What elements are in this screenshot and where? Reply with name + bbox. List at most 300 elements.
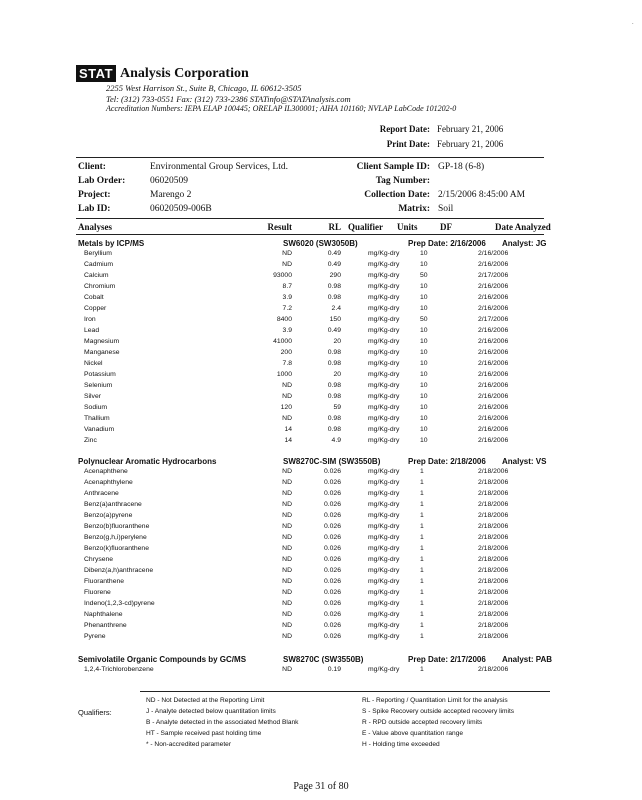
date-analyzed-value: 2/16/2006 xyxy=(478,426,509,433)
units-value: mg/Kg-dry xyxy=(368,523,400,530)
date-analyzed-value: 2/18/2006 xyxy=(478,622,509,629)
df-value: 1 xyxy=(420,468,424,475)
qualifier-right-item: R - RPD outside accepted recovery limits xyxy=(362,719,483,726)
units-value: mg/Kg-dry xyxy=(368,578,400,585)
table-row xyxy=(84,349,550,360)
client-sample-id-label: Client Sample ID: xyxy=(356,162,430,172)
df-value: 1 xyxy=(420,611,424,618)
date-analyzed-value: 2/18/2006 xyxy=(478,600,509,607)
date-analyzed-value: 2/16/2006 xyxy=(478,294,509,301)
table-row xyxy=(84,611,550,622)
analyte-name: Thallium xyxy=(84,415,110,422)
table-row xyxy=(84,501,550,512)
analyte-name: Acenaphthylene xyxy=(84,479,133,486)
units-value: mg/Kg-dry xyxy=(368,556,400,563)
company-name: Analysis Corporation xyxy=(120,65,249,81)
section-method: SW8270C-SIM (SW3550B) xyxy=(283,457,381,466)
table-row xyxy=(84,316,550,327)
units-value: mg/Kg-dry xyxy=(368,360,400,367)
result-value: ND xyxy=(282,556,292,563)
rl-value: 0.98 xyxy=(327,382,341,389)
col-date-analyzed: Date Analyzed xyxy=(495,222,551,232)
date-analyzed-value: 2/16/2006 xyxy=(478,404,509,411)
rl-value: 290 xyxy=(329,272,341,279)
matrix-label: Matrix: xyxy=(398,204,430,214)
analyte-name: Benzo(a)pyrene xyxy=(84,512,133,519)
qualifier-left-item: HT - Sample received past holding time xyxy=(146,730,262,737)
rl-value: 0.98 xyxy=(327,349,341,356)
date-analyzed-value: 2/16/2006 xyxy=(478,305,509,312)
section-prep-date: Prep Date: 2/17/2006 xyxy=(408,655,486,664)
table-row xyxy=(84,437,550,448)
col-result: Result xyxy=(267,222,292,232)
table-row xyxy=(84,283,550,294)
result-value: 3.9 xyxy=(282,294,292,301)
table-row xyxy=(84,371,550,382)
rl-value: 0.98 xyxy=(327,426,341,433)
rl-value: 0.98 xyxy=(327,294,341,301)
units-value: mg/Kg-dry xyxy=(368,415,400,422)
result-value: ND xyxy=(282,666,292,673)
df-value: 1 xyxy=(420,600,424,607)
company-logo xyxy=(76,65,249,82)
units-value: mg/Kg-dry xyxy=(368,512,400,519)
units-value: mg/Kg-dry xyxy=(368,349,400,356)
table-row xyxy=(84,589,550,600)
result-value: ND xyxy=(282,490,292,497)
section-method: SW8270C (SW3550B) xyxy=(283,655,364,664)
df-value: 50 xyxy=(420,316,428,323)
analyte-name: Cobalt xyxy=(84,294,104,301)
analyte-name: Indeno(1,2,3-cd)pyrene xyxy=(84,600,155,607)
result-value: 8.7 xyxy=(282,283,292,290)
units-value: mg/Kg-dry xyxy=(368,611,400,618)
rl-value: 0.026 xyxy=(323,611,341,618)
result-value: ND xyxy=(282,622,292,629)
df-value: 10 xyxy=(420,393,428,400)
result-value: ND xyxy=(282,578,292,585)
table-row xyxy=(84,250,550,261)
qualifier-right-item: H - Holding time exceeded xyxy=(362,741,440,748)
units-value: mg/Kg-dry xyxy=(368,666,400,673)
result-value: ND xyxy=(282,468,292,475)
table-row xyxy=(84,382,550,393)
df-value: 10 xyxy=(420,437,428,444)
date-analyzed-value: 2/17/2006 xyxy=(478,272,509,279)
units-value: mg/Kg-dry xyxy=(368,272,400,279)
analyte-name: 1,2,4-Trichlorobenzene xyxy=(84,666,154,673)
date-analyzed-value: 2/16/2006 xyxy=(478,327,509,334)
lab-order-value: 06020509 xyxy=(150,176,188,186)
qualifier-right-item: E - Value above quantitation range xyxy=(362,730,464,737)
project-label: Project: xyxy=(78,190,111,200)
date-analyzed-value: 2/16/2006 xyxy=(478,349,509,356)
table-row xyxy=(84,600,550,611)
df-value: 1 xyxy=(420,523,424,530)
units-value: mg/Kg-dry xyxy=(368,589,400,596)
result-value: 1000 xyxy=(276,371,292,378)
section-header xyxy=(78,239,548,249)
rl-value: 0.026 xyxy=(323,556,341,563)
client-value: Environmental Group Services, Ltd. xyxy=(150,162,288,172)
page-footer: Page 31 of 80 xyxy=(293,781,349,792)
analyte-name: Benz(a)anthracene xyxy=(84,501,142,508)
section-title: Polynuclear Aromatic Hydrocarbons xyxy=(78,457,217,466)
date-analyzed-value: 2/18/2006 xyxy=(478,534,509,541)
table-row xyxy=(84,523,550,534)
col-df: DF xyxy=(440,222,452,232)
df-value: 1 xyxy=(420,633,424,640)
df-value: 1 xyxy=(420,567,424,574)
table-row xyxy=(84,666,550,677)
qualifier-right-item: S - Spike Recovery outside accepted recovery limits xyxy=(362,708,515,715)
col-qualifier: Qualifier xyxy=(348,222,383,232)
units-value: mg/Kg-dry xyxy=(368,305,400,312)
result-value: ND xyxy=(282,382,292,389)
rl-value: 0.026 xyxy=(323,468,341,475)
analyte-name: Sodium xyxy=(84,404,108,411)
df-value: 10 xyxy=(420,305,428,312)
analyte-name: Iron xyxy=(84,316,96,323)
analyte-name: Magnesium xyxy=(84,338,120,345)
rl-value: 0.026 xyxy=(323,512,341,519)
rl-value: 20 xyxy=(333,338,341,345)
df-value: 10 xyxy=(420,261,428,268)
df-value: 10 xyxy=(420,382,428,389)
df-value: 10 xyxy=(420,283,428,290)
section-prep-date: Prep Date: 2/18/2006 xyxy=(408,457,486,466)
rl-value: 0.026 xyxy=(323,490,341,497)
rl-value: 0.026 xyxy=(323,567,341,574)
units-value: mg/Kg-dry xyxy=(368,404,400,411)
analyte-name: Anthracene xyxy=(84,490,119,497)
rl-value: 0.026 xyxy=(323,578,341,585)
df-value: 1 xyxy=(420,666,424,673)
table-row xyxy=(84,578,550,589)
table-row xyxy=(84,567,550,578)
units-value: mg/Kg-dry xyxy=(368,600,400,607)
date-analyzed-value: 2/18/2006 xyxy=(478,589,509,596)
section-header xyxy=(78,655,553,665)
result-value: ND xyxy=(282,633,292,640)
section-title: Semivolatile Organic Compounds by GC/MS xyxy=(78,655,247,664)
date-analyzed-value: 2/16/2006 xyxy=(478,437,509,444)
result-value: 7.8 xyxy=(282,360,292,367)
result-value: 14 xyxy=(284,426,292,433)
section-header xyxy=(78,457,548,467)
table-row xyxy=(84,512,550,523)
rl-value: 0.19 xyxy=(327,666,341,673)
units-value: mg/Kg-dry xyxy=(368,371,400,378)
units-value: mg/Kg-dry xyxy=(368,316,400,323)
analyte-name: Cadmium xyxy=(84,261,114,268)
analyte-name: Calcium xyxy=(84,272,109,279)
result-value: 93000 xyxy=(273,272,292,279)
qualifier-left-item: J - Analyte detected below quantitation limits xyxy=(146,708,276,715)
report-date-value: February 21, 2006 xyxy=(437,124,504,134)
info-divider xyxy=(76,218,544,219)
date-analyzed-value: 2/18/2006 xyxy=(478,666,509,673)
result-value: ND xyxy=(282,567,292,574)
rl-value: 4.9 xyxy=(331,437,341,444)
df-value: 1 xyxy=(420,556,424,563)
units-value: mg/Kg-dry xyxy=(368,437,400,444)
col-units: Units xyxy=(397,222,418,232)
analyte-name: Manganese xyxy=(84,349,120,356)
report-date-label: Report Date: xyxy=(379,124,430,134)
analyte-name: Benzo(k)fluoranthene xyxy=(84,545,149,552)
analyte-name: Dibenz(a,h)anthracene xyxy=(84,567,154,574)
analyte-name: Potassium xyxy=(84,371,116,378)
date-analyzed-value: 2/16/2006 xyxy=(478,360,509,367)
analyte-name: Silver xyxy=(84,393,101,400)
project-value: Marengo 2 xyxy=(150,190,192,200)
df-value: 1 xyxy=(420,479,424,486)
date-analyzed-value: 2/16/2006 xyxy=(478,393,509,400)
analyte-name: Pyrene xyxy=(84,633,106,640)
logo-mark: STAT xyxy=(76,65,116,82)
legend-divider xyxy=(140,691,550,692)
units-value: mg/Kg-dry xyxy=(368,283,400,290)
qualifier-right-item: RL - Reporting / Quantitation Limit for the analysis xyxy=(362,697,508,704)
table-row xyxy=(84,338,550,349)
analyte-name: Selenium xyxy=(84,382,113,389)
df-value: 1 xyxy=(420,512,424,519)
column-divider xyxy=(76,234,544,235)
table-row xyxy=(84,393,550,404)
result-value: ND xyxy=(282,523,292,530)
qualifier-left-item: B - Analyte detected in the associated Method Blank xyxy=(146,719,299,726)
col-analyses: Analyses xyxy=(78,222,113,232)
df-value: 1 xyxy=(420,501,424,508)
result-value: ND xyxy=(282,479,292,486)
table-row xyxy=(84,404,550,415)
section-analyst: Analyst: PAB xyxy=(502,655,553,664)
units-value: mg/Kg-dry xyxy=(368,393,400,400)
date-analyzed-value: 2/18/2006 xyxy=(478,567,509,574)
df-value: 1 xyxy=(420,578,424,585)
result-value: ND xyxy=(282,501,292,508)
analyte-name: Benzo(b)fluoranthene xyxy=(84,523,150,530)
df-value: 10 xyxy=(420,338,428,345)
matrix-value: Soil xyxy=(438,204,454,214)
rl-value: 0.026 xyxy=(323,633,341,640)
analyte-name: Fluorene xyxy=(84,589,111,596)
date-analyzed-value: 2/16/2006 xyxy=(478,261,509,268)
analyte-name: Benzo(g,h,i)perylene xyxy=(84,534,147,541)
units-value: mg/Kg-dry xyxy=(368,534,400,541)
rl-value: 2.4 xyxy=(331,305,341,312)
date-analyzed-value: 2/18/2006 xyxy=(478,578,509,585)
result-value: 41000 xyxy=(273,338,292,345)
date-analyzed-value: 2/18/2006 xyxy=(478,523,509,530)
company-address: 2255 West Harrison St., Suite B, Chicago, IL 60612-3505 xyxy=(106,83,302,93)
date-analyzed-value: 2/18/2006 xyxy=(478,490,509,497)
table-row xyxy=(84,622,550,633)
tag-number-label: Tag Number: xyxy=(375,176,430,186)
result-value: ND xyxy=(282,512,292,519)
date-analyzed-value: 2/16/2006 xyxy=(478,415,509,422)
df-value: 10 xyxy=(420,349,428,356)
table-row xyxy=(84,534,550,545)
result-value: 7.2 xyxy=(282,305,292,312)
rl-value: 0.026 xyxy=(323,622,341,629)
section-method: SW6020 (SW3050B) xyxy=(283,239,358,248)
result-value: ND xyxy=(282,589,292,596)
rl-value: 0.026 xyxy=(323,501,341,508)
result-value: ND xyxy=(282,261,292,268)
rl-value: 0.026 xyxy=(323,545,341,552)
header-divider xyxy=(76,157,544,158)
rl-value: 0.98 xyxy=(327,415,341,422)
section-title: Metals by ICP/MS xyxy=(78,239,145,248)
rl-value: 0.98 xyxy=(327,283,341,290)
analyte-name: Zinc xyxy=(84,437,97,444)
units-value: mg/Kg-dry xyxy=(368,382,400,389)
analyte-name: Chrysene xyxy=(84,556,114,563)
edge-mark: · xyxy=(631,20,634,28)
rl-value: 0.026 xyxy=(323,589,341,596)
result-value: 120 xyxy=(280,404,292,411)
analyte-name: Phenanthrene xyxy=(84,622,127,629)
df-value: 1 xyxy=(420,622,424,629)
result-value: 14 xyxy=(284,437,292,444)
rl-value: 20 xyxy=(333,371,341,378)
table-row xyxy=(84,468,550,479)
table-row xyxy=(84,415,550,426)
result-value: ND xyxy=(282,393,292,400)
section-analyst: Analyst: VS xyxy=(502,457,547,466)
date-analyzed-value: 2/18/2006 xyxy=(478,468,509,475)
df-value: 1 xyxy=(420,490,424,497)
section-prep-date: Prep Date: 2/16/2006 xyxy=(408,239,486,248)
rl-value: 0.49 xyxy=(327,327,341,334)
table-row xyxy=(84,633,550,644)
result-value: ND xyxy=(282,415,292,422)
df-value: 10 xyxy=(420,294,428,301)
date-analyzed-value: 2/18/2006 xyxy=(478,633,509,640)
result-value: ND xyxy=(282,600,292,607)
df-value: 10 xyxy=(420,360,428,367)
analyte-name: Nickel xyxy=(84,360,103,367)
date-analyzed-value: 2/16/2006 xyxy=(478,371,509,378)
units-value: mg/Kg-dry xyxy=(368,490,400,497)
lab-order-label: Lab Order: xyxy=(78,176,126,186)
df-value: 10 xyxy=(420,371,428,378)
table-row xyxy=(84,327,550,338)
analyte-name: Lead xyxy=(84,327,100,334)
client-sample-id-value: GP-18 (6-8) xyxy=(438,162,485,172)
result-value: ND xyxy=(282,534,292,541)
analyte-name: Beryllium xyxy=(84,250,112,257)
lab-id-label: Lab ID: xyxy=(78,204,111,214)
units-value: mg/Kg-dry xyxy=(368,338,400,345)
result-value: 200 xyxy=(280,349,292,356)
rl-value: 0.026 xyxy=(323,479,341,486)
company-accreditation: Accreditation Numbers: IEPA ELAP 100445; ORELAP IL300001; AIHA 101160; NVLAP LabCode 101202-0 xyxy=(106,104,457,113)
analyte-name: Vanadium xyxy=(84,426,115,433)
df-value: 10 xyxy=(420,250,428,257)
result-value: 3.9 xyxy=(282,327,292,334)
units-value: mg/Kg-dry xyxy=(368,250,400,257)
rl-value: 59 xyxy=(333,404,341,411)
rl-value: 0.49 xyxy=(327,261,341,268)
analyte-name: Fluoranthene xyxy=(84,578,125,585)
df-value: 10 xyxy=(420,327,428,334)
df-value: 1 xyxy=(420,545,424,552)
units-value: mg/Kg-dry xyxy=(368,545,400,552)
rl-value: 0.98 xyxy=(327,360,341,367)
date-analyzed-value: 2/16/2006 xyxy=(478,250,509,257)
units-value: mg/Kg-dry xyxy=(368,426,400,433)
units-value: mg/Kg-dry xyxy=(368,327,400,334)
col-rl: RL xyxy=(328,222,341,232)
df-value: 1 xyxy=(420,534,424,541)
collection-date-label: Collection Date: xyxy=(364,190,430,200)
collection-date-value: 2/15/2006 8:45:00 AM xyxy=(438,190,526,200)
result-value: ND xyxy=(282,545,292,552)
df-value: 10 xyxy=(420,426,428,433)
section-analyst: Analyst: JG xyxy=(502,239,547,248)
table-row xyxy=(84,490,550,501)
print-date-value: February 21, 2006 xyxy=(437,139,504,149)
df-value: 10 xyxy=(420,404,428,411)
table-row xyxy=(84,556,550,567)
date-analyzed-value: 2/18/2006 xyxy=(478,611,509,618)
table-row xyxy=(84,305,550,316)
date-analyzed-value: 2/16/2006 xyxy=(478,338,509,345)
qualifier-left-item: * - Non-accredited parameter xyxy=(146,741,232,748)
units-value: mg/Kg-dry xyxy=(368,468,400,475)
analyte-name: Acenaphthene xyxy=(84,468,128,475)
qualifiers-label: Qualifiers: xyxy=(78,708,112,717)
units-value: mg/Kg-dry xyxy=(368,622,400,629)
print-date-label: Print Date: xyxy=(386,139,430,149)
table-row xyxy=(84,426,550,437)
qualifier-left-item: ND - Not Detected at the Reporting Limit xyxy=(146,697,265,704)
table-row xyxy=(84,360,550,371)
date-analyzed-value: 2/18/2006 xyxy=(478,501,509,508)
table-row xyxy=(84,261,550,272)
rl-value: 0.026 xyxy=(323,534,341,541)
rl-value: 0.026 xyxy=(323,523,341,530)
company-contact: Tel: (312) 733-0551 Fax: (312) 733-2386 STATinfo@STATAnalysis.com xyxy=(106,94,351,104)
units-value: mg/Kg-dry xyxy=(368,479,400,486)
result-value: 8400 xyxy=(276,316,292,323)
client-label: Client: xyxy=(78,162,106,172)
date-analyzed-value: 2/16/2006 xyxy=(478,283,509,290)
df-value: 50 xyxy=(420,272,428,279)
analyte-name: Chromium xyxy=(84,283,116,290)
date-analyzed-value: 2/18/2006 xyxy=(478,556,509,563)
date-analyzed-value: 2/18/2006 xyxy=(478,479,509,486)
date-analyzed-value: 2/17/2006 xyxy=(478,316,509,323)
df-value: 1 xyxy=(420,589,424,596)
result-value: ND xyxy=(282,611,292,618)
units-value: mg/Kg-dry xyxy=(368,567,400,574)
table-row xyxy=(84,545,550,556)
analyte-name: Naphthalene xyxy=(84,611,123,618)
rl-value: 0.98 xyxy=(327,393,341,400)
units-value: mg/Kg-dry xyxy=(368,294,400,301)
table-row xyxy=(84,479,550,490)
units-value: mg/Kg-dry xyxy=(368,261,400,268)
units-value: mg/Kg-dry xyxy=(368,633,400,640)
date-analyzed-value: 2/18/2006 xyxy=(478,512,509,519)
date-analyzed-value: 2/16/2006 xyxy=(478,382,509,389)
df-value: 10 xyxy=(420,415,428,422)
table-row xyxy=(84,294,550,305)
